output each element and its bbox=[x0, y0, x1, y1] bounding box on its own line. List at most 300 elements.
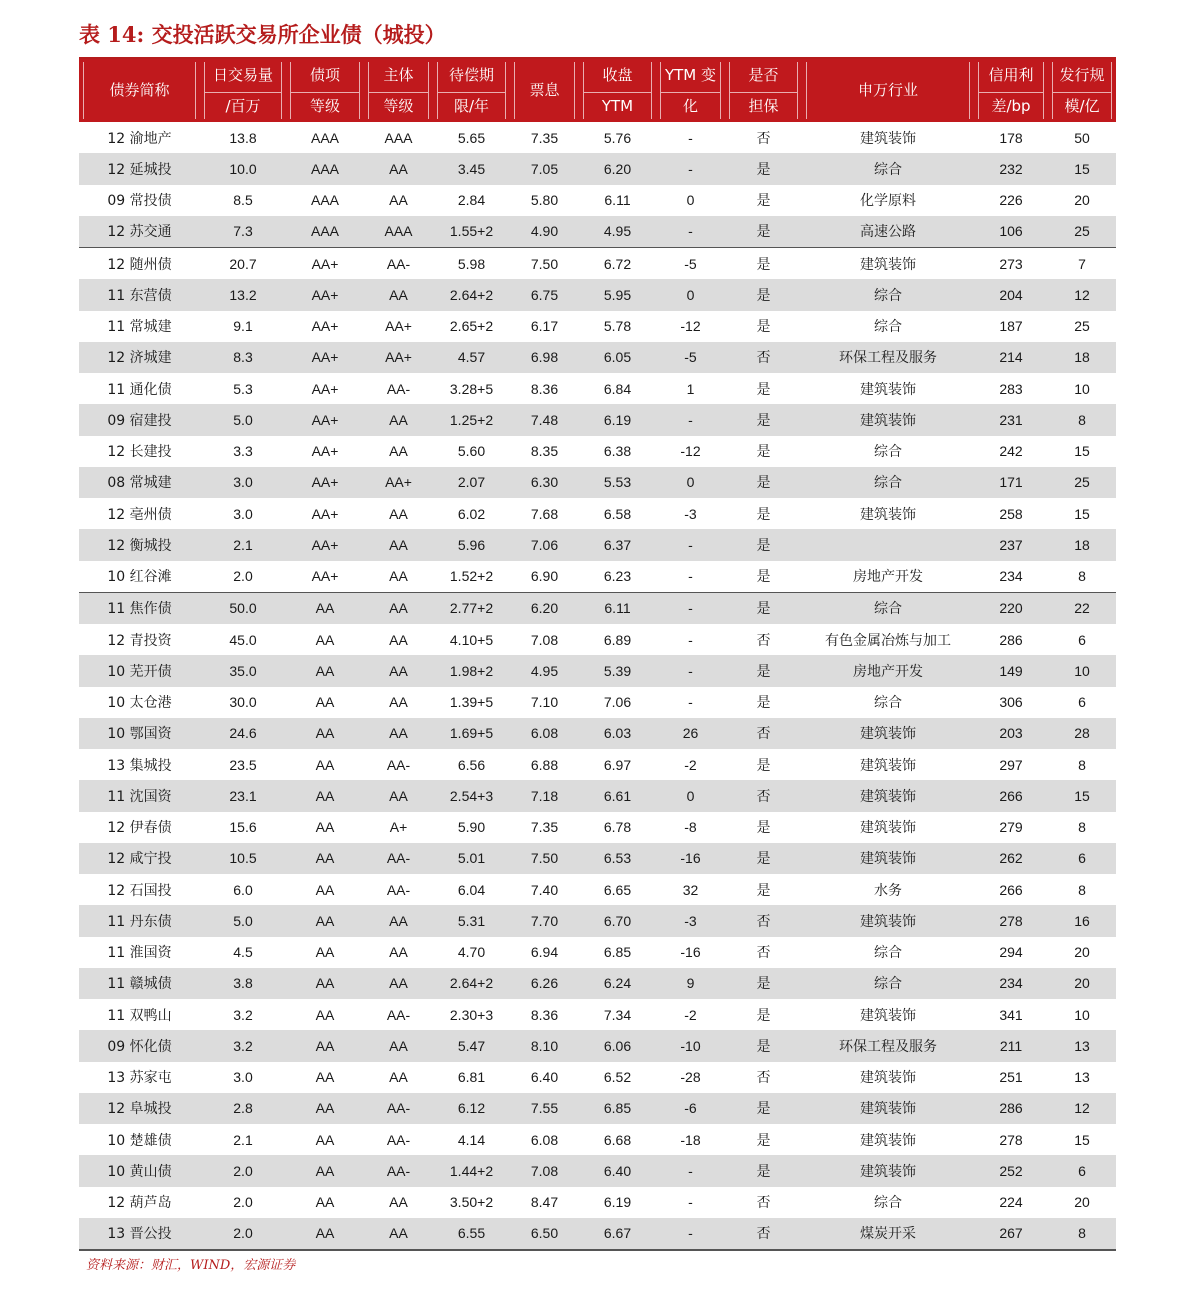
table-cell: 12 石国投 bbox=[107, 882, 172, 899]
table-cell: 171 bbox=[999, 474, 1023, 491]
table-cell: AA bbox=[389, 975, 408, 992]
table-cell: 6.70 bbox=[603, 912, 632, 929]
table-cell: 5.39 bbox=[603, 662, 632, 679]
table-cell: 是 bbox=[756, 475, 771, 492]
table-cell: 5.53 bbox=[603, 474, 632, 491]
table-cell: 综合 bbox=[874, 319, 902, 336]
table-cell: 是 bbox=[756, 319, 771, 336]
table-cell: -8 bbox=[684, 819, 697, 836]
table-cell: 50 bbox=[1074, 129, 1090, 146]
table-cell: AA bbox=[315, 787, 335, 804]
table-cell: AAA bbox=[384, 129, 413, 146]
table-cell: 6.81 bbox=[457, 1069, 486, 1086]
table-cell: 20 bbox=[1074, 975, 1090, 992]
column-header-label: 等级 bbox=[291, 92, 359, 119]
table-cell: 266 bbox=[999, 787, 1023, 804]
table-cell: AA bbox=[389, 192, 408, 209]
table-row bbox=[79, 1218, 1116, 1250]
table-cell: 204 bbox=[999, 286, 1023, 303]
table-cell: 10 bbox=[1074, 380, 1090, 397]
table-cell: 187 bbox=[999, 318, 1023, 335]
table-body bbox=[79, 122, 1116, 1250]
table-cell: 178 bbox=[999, 129, 1023, 146]
column-header-label: 是否 bbox=[748, 66, 779, 84]
table-cell: 3.0 bbox=[233, 474, 253, 491]
table-cell: 106 bbox=[999, 223, 1023, 240]
table-cell: 35.0 bbox=[229, 662, 257, 679]
table-cell: 7.3 bbox=[233, 223, 253, 240]
table-cell: 否 bbox=[756, 1195, 771, 1212]
table-cell: 7.34 bbox=[603, 1006, 632, 1023]
table-header bbox=[79, 59, 1116, 122]
table-cell: 1.98+2 bbox=[449, 662, 494, 679]
table-cell: 12 随州债 bbox=[79, 248, 200, 280]
table-cell: 6.08 bbox=[530, 725, 559, 742]
table-cell: 2.1 bbox=[233, 536, 253, 553]
table-cell: AAA bbox=[310, 192, 339, 209]
table-row bbox=[79, 905, 1116, 936]
column-header bbox=[433, 59, 510, 122]
table-cell: 是 bbox=[756, 1163, 771, 1180]
table-cell: 237 bbox=[999, 536, 1023, 553]
table-cell: 建筑装饰 bbox=[860, 381, 916, 398]
table-cell: 是 bbox=[756, 193, 771, 210]
table-cell: 2.84 bbox=[457, 192, 486, 209]
column-header-label: 主体 bbox=[383, 66, 414, 84]
source-note: 资料来源：财汇，WIND，宏源证券 bbox=[86, 1258, 296, 1273]
table-cell: AA bbox=[315, 694, 335, 711]
table-cell: 是 bbox=[756, 381, 771, 398]
table-cell: 6.68 bbox=[603, 1131, 632, 1148]
table-cell: AA- bbox=[386, 1100, 411, 1117]
column-header-label: 待偿期 bbox=[448, 66, 494, 84]
table-cell: 5.47 bbox=[457, 1037, 486, 1054]
table-cell: AA bbox=[389, 725, 408, 742]
table-cell: 286 bbox=[999, 1100, 1023, 1117]
table-row bbox=[79, 342, 1116, 373]
table-cell: 建筑装饰 bbox=[860, 788, 916, 805]
column-header-label: YTM 变 bbox=[664, 66, 717, 84]
table-row bbox=[79, 937, 1116, 968]
table-cell: 建筑装饰 bbox=[860, 726, 916, 743]
table-cell: 10 太仓港 bbox=[107, 695, 172, 712]
table-cell: AA- bbox=[386, 756, 411, 773]
table-cell: 8.3 bbox=[233, 349, 253, 366]
table-row bbox=[79, 874, 1116, 905]
table-cell: 6.67 bbox=[579, 1218, 656, 1250]
table-cell: 6.40 bbox=[603, 1162, 632, 1179]
table-cell: 12 伊春债 bbox=[107, 820, 172, 837]
table-row bbox=[79, 1093, 1116, 1124]
table-cell: AA bbox=[315, 881, 335, 898]
table-cell: 10.0 bbox=[229, 160, 257, 177]
table-cell: 2.0 bbox=[233, 1194, 253, 1211]
table-row bbox=[79, 216, 1116, 248]
column-header-label: 差/bp bbox=[979, 92, 1043, 119]
table-cell: 是 bbox=[756, 820, 771, 837]
table-row bbox=[79, 404, 1116, 435]
table-row bbox=[79, 780, 1116, 811]
table-cell: AA bbox=[389, 160, 408, 177]
table-cell: 1.25+2 bbox=[449, 411, 494, 428]
table-cell: 6.75 bbox=[530, 286, 559, 303]
table-row bbox=[79, 968, 1116, 999]
table-cell: 6.90 bbox=[530, 568, 559, 585]
table-cell: AA+ bbox=[311, 505, 339, 522]
table-cell: AA bbox=[315, 1162, 335, 1179]
table-row bbox=[79, 1030, 1116, 1061]
table-cell: 12 济城建 bbox=[107, 350, 172, 367]
table-cell: 251 bbox=[999, 1069, 1023, 1086]
table-cell: 8 bbox=[1078, 756, 1086, 773]
table-row bbox=[79, 248, 1116, 280]
table-row bbox=[79, 1187, 1116, 1218]
table-cell: 11 双鸭山 bbox=[107, 1007, 172, 1024]
column-header bbox=[1048, 59, 1116, 122]
table-cell: 6 bbox=[1078, 631, 1086, 648]
table-cell: - bbox=[656, 1218, 725, 1250]
table-cell: AA- bbox=[364, 248, 433, 280]
table-cell: 10 芜开债 bbox=[107, 663, 172, 680]
table-cell: 高速公路 bbox=[860, 224, 916, 241]
table-cell: - bbox=[688, 160, 693, 177]
table-cell: 12 亳州债 bbox=[107, 506, 172, 523]
table-cell: 是 bbox=[756, 506, 771, 523]
table-cell: 6.0 bbox=[233, 881, 253, 898]
table-cell: 23.5 bbox=[229, 756, 257, 773]
table-cell: 5.01 bbox=[457, 850, 486, 867]
table-cell: AA bbox=[315, 725, 335, 742]
table-cell: 13 集城投 bbox=[107, 757, 172, 774]
table-cell: 11 丹东债 bbox=[107, 913, 172, 930]
table-cell: -2 bbox=[684, 756, 697, 773]
table-cell: 224 bbox=[999, 1194, 1023, 1211]
table-cell: - bbox=[688, 223, 693, 240]
table-cell: 综合 bbox=[874, 976, 902, 993]
table-cell: 10 红谷滩 bbox=[107, 569, 172, 586]
column-header bbox=[656, 59, 725, 122]
table-cell: 建筑装饰 bbox=[860, 412, 916, 429]
table-cell: AA bbox=[389, 286, 408, 303]
table-cell: 5.3 bbox=[233, 380, 253, 397]
table-cell: 6.08 bbox=[530, 1131, 559, 1148]
table-cell: 2.64+2 bbox=[449, 975, 494, 992]
table-cell: 211 bbox=[999, 1037, 1023, 1054]
table-cell: - bbox=[688, 662, 693, 679]
table-cell: 6 bbox=[1078, 850, 1086, 867]
table-cell: 综合 bbox=[874, 444, 902, 461]
column-header bbox=[79, 59, 200, 122]
table-cell: AA bbox=[315, 1194, 335, 1211]
table-cell: 5.0 bbox=[233, 411, 253, 428]
table-row bbox=[79, 153, 1116, 184]
table-cell: 6.56 bbox=[457, 756, 486, 773]
table-cell: 26 bbox=[682, 725, 699, 742]
table-cell: 7.10 bbox=[530, 694, 559, 711]
table-cell: 6.53 bbox=[603, 850, 632, 867]
table-cell: AA bbox=[315, 944, 335, 961]
table-cell: 是 bbox=[756, 882, 771, 899]
table-cell: 283 bbox=[999, 380, 1023, 397]
table-cell: 13.8 bbox=[229, 129, 257, 146]
table-cell: 15 bbox=[1074, 160, 1090, 177]
table-row bbox=[79, 436, 1116, 467]
column-header bbox=[364, 59, 433, 122]
table-cell: 3.50+2 bbox=[449, 1194, 494, 1211]
table-cell: 建筑装饰 bbox=[860, 506, 916, 523]
table-cell: 水务 bbox=[874, 882, 902, 899]
table-cell: 5.78 bbox=[603, 318, 632, 335]
table-cell: 11 焦作债 bbox=[79, 592, 200, 624]
table-cell: 综合 bbox=[802, 592, 974, 624]
column-header-label: /百万 bbox=[205, 92, 281, 119]
table-cell: 否 bbox=[756, 350, 771, 367]
table-cell: 6.97 bbox=[603, 756, 632, 773]
column-header bbox=[286, 59, 364, 122]
table-cell: 20 bbox=[1074, 192, 1090, 209]
table-cell: 28 bbox=[1074, 725, 1090, 742]
table-cell: AA bbox=[315, 912, 335, 929]
table-cell: 6.85 bbox=[603, 944, 632, 961]
table-cell: -16 bbox=[680, 944, 701, 961]
table-cell: 279 bbox=[999, 819, 1023, 836]
table-cell: 6.84 bbox=[603, 380, 632, 397]
table-cell: 8.36 bbox=[530, 380, 559, 397]
table-cell: 10 楚雄债 bbox=[107, 1132, 172, 1149]
table-cell: 9 bbox=[686, 975, 695, 992]
table-cell: -6 bbox=[684, 1100, 697, 1117]
table-cell: 12 延城投 bbox=[107, 161, 172, 178]
column-header-label: 限/年 bbox=[438, 92, 505, 119]
table-cell: AA+ bbox=[311, 318, 339, 335]
table-cell: AA+ bbox=[311, 349, 339, 366]
table-cell: 8.35 bbox=[530, 443, 559, 460]
table-cell: 建筑装饰 bbox=[860, 757, 916, 774]
table-cell: 2.54+3 bbox=[449, 787, 494, 804]
table-cell: 有色金属冶炼与加工 bbox=[825, 632, 951, 649]
table-cell: -3 bbox=[684, 912, 697, 929]
table-cell: 15 bbox=[1074, 787, 1090, 804]
table-cell: 6.98 bbox=[530, 349, 559, 366]
table-cell: 1.69+5 bbox=[449, 725, 494, 742]
table-cell: 13 bbox=[1074, 1037, 1090, 1054]
table-cell: AA bbox=[286, 592, 364, 624]
table-cell: 12 长建投 bbox=[107, 444, 172, 461]
table-cell: 22 bbox=[1048, 592, 1116, 624]
table-cell: 258 bbox=[999, 505, 1023, 522]
table-cell: - bbox=[688, 1162, 693, 1179]
table-cell: AA bbox=[389, 1069, 408, 1086]
table-cell: 1.44+2 bbox=[449, 1162, 494, 1179]
table-cell: AA bbox=[315, 631, 335, 648]
table-cell: 15 bbox=[1074, 505, 1090, 522]
table-cell: AA bbox=[389, 662, 408, 679]
table-cell: AA bbox=[286, 1218, 364, 1250]
table-cell: 11 东营债 bbox=[107, 287, 172, 304]
table-cell: 13 bbox=[1074, 1069, 1090, 1086]
table-cell: 房地产开发 bbox=[853, 569, 923, 586]
table-cell: 6.04 bbox=[457, 881, 486, 898]
table-cell: 房地产开发 bbox=[853, 663, 923, 680]
table-cell: 18 bbox=[1074, 536, 1090, 553]
table-cell: 7.06 bbox=[530, 536, 559, 553]
table-cell: -3 bbox=[684, 505, 697, 522]
table-cell: 5.65 bbox=[457, 129, 486, 146]
table-cell: 294 bbox=[999, 944, 1023, 961]
table-cell: 12 青投资 bbox=[107, 632, 172, 649]
table-cell: -5 bbox=[684, 349, 697, 366]
table-cell: 11 淮国资 bbox=[107, 945, 172, 962]
table-row bbox=[79, 749, 1116, 780]
table-row bbox=[79, 843, 1116, 874]
table-row bbox=[79, 279, 1116, 310]
table-cell: 232 bbox=[999, 160, 1023, 177]
table-cell: AA bbox=[389, 694, 408, 711]
table-cell: 是 bbox=[756, 1132, 771, 1149]
table-cell: 5.95 bbox=[603, 286, 632, 303]
table-cell: 8 bbox=[1078, 411, 1086, 428]
table-row bbox=[79, 624, 1116, 655]
table-cell: 3.0 bbox=[233, 1069, 253, 1086]
table-cell: AA+ bbox=[385, 318, 412, 335]
table-row bbox=[79, 812, 1116, 843]
table-cell: 30.0 bbox=[229, 694, 257, 711]
table-cell: 3.45 bbox=[457, 160, 486, 177]
table-cell: AA+ bbox=[311, 380, 339, 397]
table-cell: - bbox=[688, 694, 693, 711]
table-cell: AA bbox=[389, 443, 408, 460]
table-cell: - bbox=[656, 592, 725, 624]
table-cell: 否 bbox=[756, 632, 771, 649]
table-cell: 234 bbox=[999, 568, 1023, 585]
table-cell: AAA bbox=[310, 223, 339, 240]
table-cell: 11 赣城债 bbox=[107, 976, 172, 993]
table-cell: 建筑装饰 bbox=[860, 1163, 916, 1180]
table-cell: 278 bbox=[999, 912, 1023, 929]
table-cell: 6.19 bbox=[603, 411, 632, 428]
column-header-label: YTM bbox=[584, 92, 651, 119]
table-cell: 是 bbox=[756, 663, 771, 680]
table-row bbox=[79, 122, 1116, 153]
table-cell: - bbox=[688, 536, 693, 553]
table-cell: 2.07 bbox=[457, 474, 486, 491]
table-cell: AA bbox=[315, 1037, 335, 1054]
table-cell: 7.06 bbox=[603, 694, 632, 711]
table-cell: 10 bbox=[1074, 1006, 1090, 1023]
table-cell: 否 bbox=[756, 913, 771, 930]
column-header-label: 债项 bbox=[309, 66, 340, 84]
table-cell: 297 bbox=[999, 756, 1023, 773]
table-cell: 262 bbox=[999, 850, 1023, 867]
table-cell: 否 bbox=[756, 945, 771, 962]
table-cell: 综合 bbox=[874, 475, 902, 492]
table-cell: 13.2 bbox=[229, 286, 257, 303]
table-cell: 1.39+5 bbox=[449, 694, 494, 711]
table-cell: 6.24 bbox=[603, 975, 632, 992]
table-cell: AA+ bbox=[311, 474, 339, 491]
table-cell: 否 bbox=[756, 130, 771, 147]
table-cell: 12 苏交通 bbox=[107, 224, 172, 241]
table-cell: AA bbox=[315, 850, 335, 867]
table-cell: 12 阜城投 bbox=[107, 1101, 172, 1118]
bond-table bbox=[79, 59, 1116, 1251]
table-cell: 5.0 bbox=[233, 912, 253, 929]
table-cell: 8.10 bbox=[530, 1037, 559, 1054]
table-cell: 6 bbox=[1078, 1162, 1086, 1179]
table-cell: 是 bbox=[756, 1007, 771, 1024]
table-row bbox=[79, 467, 1116, 498]
table-cell: 25 bbox=[1074, 223, 1090, 240]
table-cell: 7.68 bbox=[530, 505, 559, 522]
column-header-label: 申万行业 bbox=[857, 81, 918, 99]
table-cell: AA bbox=[389, 536, 408, 553]
table-row bbox=[79, 311, 1116, 342]
column-header-label: 发行规 bbox=[1059, 66, 1105, 84]
table-cell: AA+ bbox=[311, 286, 339, 303]
table-cell: 是 bbox=[756, 444, 771, 461]
table-cell: -12 bbox=[680, 443, 701, 460]
table-cell: 12 bbox=[1074, 286, 1090, 303]
table-cell: 08 常城建 bbox=[107, 475, 172, 492]
table-cell: 12 咸宁投 bbox=[107, 851, 172, 868]
table-cell: 8.36 bbox=[530, 1006, 559, 1023]
column-header-label: 担保 bbox=[730, 92, 797, 119]
column-header bbox=[725, 59, 802, 122]
table-cell: 4.95 bbox=[603, 223, 632, 240]
table-cell: 6.89 bbox=[603, 631, 632, 648]
table-cell: 5.31 bbox=[457, 912, 486, 929]
table-cell: 20 bbox=[1074, 1194, 1090, 1211]
table-cell: 综合 bbox=[874, 161, 902, 178]
table-cell: 3.2 bbox=[233, 1006, 253, 1023]
table-cell: 18 bbox=[1074, 349, 1090, 366]
table-cell: 15 bbox=[1074, 443, 1090, 460]
table-cell: 4.14 bbox=[457, 1131, 486, 1148]
table-cell: AA bbox=[389, 1194, 408, 1211]
table-cell: 267 bbox=[974, 1218, 1048, 1250]
table-cell: 5.76 bbox=[603, 129, 632, 146]
table-row bbox=[79, 718, 1116, 749]
table-cell: 2.0 bbox=[233, 1162, 253, 1179]
table-cell: 7 bbox=[1048, 248, 1116, 280]
table-cell: 6.50 bbox=[510, 1218, 579, 1250]
table-cell: 20.7 bbox=[200, 248, 286, 280]
table-cell: AA bbox=[389, 568, 408, 585]
table-cell: 8.47 bbox=[530, 1194, 559, 1211]
table-cell: 6.30 bbox=[530, 474, 559, 491]
table-cell: 203 bbox=[999, 725, 1023, 742]
table-cell: 12 渝地产 bbox=[107, 130, 172, 147]
table-cell: AA+ bbox=[311, 443, 339, 460]
table-row bbox=[79, 999, 1116, 1030]
table-cell: 231 bbox=[999, 411, 1023, 428]
table-cell: 7.55 bbox=[530, 1100, 559, 1117]
table-cell: 11 常城建 bbox=[107, 319, 172, 336]
table-cell: 5.60 bbox=[457, 443, 486, 460]
table-cell: 是 bbox=[756, 161, 771, 178]
table-cell: AA bbox=[364, 592, 433, 624]
table-cell: 12 葫芦岛 bbox=[107, 1195, 172, 1212]
table-cell: AA- bbox=[386, 1006, 411, 1023]
table-cell: 10 bbox=[1074, 662, 1090, 679]
table-cell: 11 沈国资 bbox=[107, 788, 172, 805]
table-cell: 4.90 bbox=[530, 223, 559, 240]
table-cell: AA bbox=[389, 912, 408, 929]
table-cell: 6 bbox=[1078, 694, 1086, 711]
table-cell: 6.05 bbox=[603, 349, 632, 366]
table-cell: 12 衡城投 bbox=[107, 537, 172, 554]
table-cell: 32 bbox=[682, 881, 699, 898]
